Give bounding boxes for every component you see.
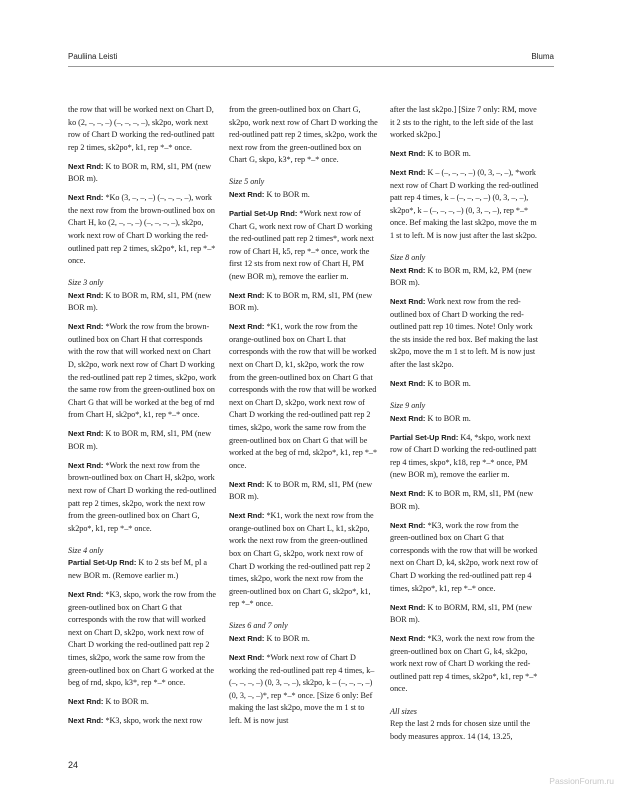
instruction-text: K to BOR m.	[264, 190, 310, 200]
round-label: Next Rnd:	[68, 429, 104, 439]
instruction-text: *Work the row from the brown-outlined box on Chart H that corresponds with the row that will worked next on Chart D, sk2po, work next row of Chart D working the red-outlined patt rep 2 times, sk2po, work the same row from the green-outlined box on Chart G that will be worked at the beg of rnd from Chart H, sk2po*, k1, rep *–* once.	[68, 322, 217, 420]
instruction-text: K to BORM, RM, sl1, PM (new BOR m).	[390, 602, 532, 625]
running-header-author: Pauliina Leisti	[68, 52, 118, 61]
size-heading: Size 8 only	[390, 253, 426, 263]
size-heading: Size 9 only	[390, 401, 426, 411]
instruction-paragraph	[390, 296, 540, 372]
round-label: Next Rnd:	[68, 193, 104, 203]
instruction-text: *Work the next row from the brown-outlined box on Chart H, sk2po, work next row of Chart D working the red-outlined patt rep 2 times, sk2po, work the next row from the green-outlined box on Chart G, sk2po*, k1, rep *–* once.	[68, 460, 217, 533]
instruction-paragraph	[390, 602, 540, 627]
size-heading: Size 5 only	[229, 177, 265, 187]
instruction-text: K to BOR m.	[264, 634, 310, 644]
instruction-paragraph	[229, 633, 379, 646]
round-label: Next Rnd:	[68, 715, 104, 725]
page-number: 24	[68, 760, 79, 770]
instruction-paragraph	[390, 718, 540, 743]
round-label: Next Rnd:	[390, 378, 426, 388]
instruction-text: *K1, work the row from the orange-outlined box on Chart L that corresponds with the row that will be worked next on Chart D, k1, sk2po, work the row from the green-outlined box on Chart G that corresponds with the row that will be worked next on Chart D, sk2po, work next row of Chart D working the red-outlined patt rep 2 times, sk2po, work the same row from the green-outlined box on Chart G that will be worked at the beg of rnd, sk2po*, k1, rep *–* once.	[229, 322, 378, 470]
size-heading: Size 3 only	[68, 278, 104, 288]
instruction-text: K to BOR m.	[103, 697, 149, 707]
round-label: Next Rnd:	[390, 265, 426, 275]
instruction-paragraph	[390, 167, 540, 243]
text-column-3	[390, 104, 540, 743]
instruction-paragraph	[68, 161, 218, 186]
instruction-text: after the last sk2po.] [Size 7 only: RM, move it 2 sts to the right, to the left side of the last worked sk2po.]	[390, 105, 537, 140]
instruction-paragraph	[229, 510, 379, 611]
instruction-text: K to BOR m, RM, sl1, PM (new BOR m).	[229, 479, 373, 502]
instruction-text: *Work next row of Chart G, work next row of Chart D working the red-outlined patt rep 2 times*, work next row of Chart H, k5, rep *–* once, work the first 12 sts from next row of Chart H, PM (new BOR m), remove the earlier m.	[229, 208, 374, 281]
instruction-paragraph	[68, 589, 218, 690]
round-label: Next Rnd:	[68, 697, 104, 707]
round-label: Next Rnd:	[390, 489, 426, 499]
instruction-paragraph	[68, 290, 218, 315]
instruction-paragraph	[229, 208, 379, 284]
instruction-text: *K3, skpo, work the row from the green-outlined box on Chart G that corresponds with the row that will worked next on Chart D, sk2po, work next row of Chart D working the red-outlined patt rep 2 times, sk2po, work the same row from the green-outlined box on Chart G worked at the beg of rnd, skpo, k3*, rep *–* once.	[68, 589, 217, 688]
instruction-paragraph	[390, 265, 540, 290]
round-label: Next Rnd:	[390, 602, 426, 612]
running-header-title: Bluma	[531, 52, 554, 61]
instruction-text: Rep the last 2 rnds for chosen size until the body measures approx. 14 (14, 13.25,	[390, 719, 531, 741]
instruction-text: K to BOR m.	[425, 413, 471, 423]
size-heading: Size 4 only	[68, 545, 104, 555]
instruction-paragraph	[390, 432, 540, 482]
round-label: Next Rnd:	[390, 413, 426, 423]
round-label: Next Rnd:	[229, 652, 265, 662]
round-label: Next Rnd:	[229, 634, 265, 644]
instruction-text: K to 2 sts bef M, pl a new BOR m. (Remove earlier m.)	[68, 558, 207, 581]
round-label: Next Rnd:	[68, 460, 104, 470]
instruction-text: K to BOR m, RM, sl1, PM (new BOR m).	[68, 290, 212, 313]
instruction-paragraph	[229, 189, 379, 202]
instruction-paragraph	[229, 479, 379, 504]
instruction-paragraph	[68, 192, 218, 268]
round-label: Next Rnd:	[390, 149, 426, 159]
size-heading: All sizes	[390, 706, 417, 716]
instruction-paragraph	[390, 633, 540, 696]
round-label: Partial Set-Up Rnd:	[390, 432, 459, 442]
instruction-paragraph	[390, 520, 540, 596]
round-label: Next Rnd:	[390, 520, 426, 530]
round-label: Next Rnd:	[390, 167, 426, 177]
text-column-2	[229, 104, 379, 728]
round-label: Next Rnd:	[229, 290, 265, 300]
watermark: PassionForum.ru	[549, 776, 614, 786]
instruction-paragraph	[68, 696, 218, 709]
header-rule	[68, 66, 554, 67]
round-label: Next Rnd:	[68, 589, 104, 599]
text-column-1	[68, 104, 218, 728]
instruction-text: K – (–, –, –, –) (0, 3, –, –), *work next row of Chart D working the red-outlined patt rep 4 times, k – (–, –, –, –) (0, 3, –, –), sk2po*, k – (–, –, –, –) (0, 3, –, –), rep *–* once. Bef making the last sk2po, move the m 1 st to left. M is now just after the last sk2po.	[390, 167, 539, 240]
instruction-text: *K3, work the next row from the green-outlined box on Chart G, k4, sk2po, work next row of Chart D working the red-outlined patt rep 4 times, sk2po*, k1, rep *–* once.	[390, 634, 538, 694]
instruction-text: K to BOR m.	[425, 149, 471, 159]
round-label: Next Rnd:	[390, 297, 426, 307]
round-label: Next Rnd:	[229, 322, 265, 332]
instruction-text: K to BOR m, RM, k2, PM (new BOR m).	[390, 265, 532, 288]
instruction-text: *Ko (3, –, –, –) (–, –, –, –), work the next row from the brown-outlined box on Chart H, ko (2, –, –, –) (–, –, –, –), sk2po, work next row of Chart D working the red-outlined patt rep 2 times, sk2po*, k1, rep *–* once.	[68, 193, 216, 266]
instruction-text: K4, *skpo, work next row of Chart D working the red-outlined patt rep 4 times, skpo*, k18, rep *–* once, PM (new BOR m), remove the earlier m.	[390, 432, 537, 480]
instruction-text: *K1, work the next row from the orange-outlined box on Chart L, k1, sk2po, work the next row from the green-outlined box on Chart G, sk2po, work next row of Chart D working the red-outlined patt rep 2 times, sk2po, work the next row from the green-outlined box on Chart G, sk2po*, k1, rep *–* once.	[229, 511, 374, 609]
round-label: Partial Set-Up Rnd:	[229, 208, 298, 218]
instruction-text: K to BOR m.	[425, 378, 471, 388]
round-label: Next Rnd:	[390, 634, 426, 644]
round-label: Partial Set-Up Rnd:	[68, 558, 137, 568]
instruction-paragraph	[229, 652, 379, 728]
instruction-paragraph	[390, 488, 540, 513]
round-label: Next Rnd:	[229, 190, 265, 200]
instruction-paragraph	[68, 428, 218, 453]
instruction-paragraph	[229, 104, 379, 167]
instruction-paragraph	[68, 104, 218, 154]
instruction-text: K to BOR m, RM, sl1, PM (new BOR m).	[229, 290, 373, 313]
round-label: Next Rnd:	[68, 322, 104, 332]
round-label: Next Rnd:	[229, 511, 265, 521]
round-label: Next Rnd:	[229, 479, 265, 489]
instruction-paragraph	[229, 321, 379, 472]
instruction-text: Work next row from the red-outlined box of Chart D working the red-outlined patt rep 10 times. Note! Only work the sts inside the red box. Bef making the last sk2po, move the m 1 st to left. M is now just after the last sk2po.	[390, 297, 539, 370]
instruction-text: K to BOR m, RM, sl1, PM (new BOR m).	[390, 489, 534, 511]
round-label: Next Rnd:	[68, 290, 104, 300]
instruction-paragraph	[390, 148, 540, 161]
instruction-paragraph	[390, 413, 540, 426]
instruction-text: K to BOR m, RM, sl1, PM (new BOR m).	[68, 161, 212, 184]
instruction-text: *K3, skpo, work the next row	[103, 715, 203, 725]
instruction-paragraph	[68, 557, 218, 582]
round-label: Next Rnd:	[68, 161, 104, 171]
instruction-paragraph	[390, 104, 540, 142]
instruction-text: the row that will be worked next on Chart D, ko (2, –, –, –) (–, –, –, –), sk2po, work next row of Chart D working the red-outlined patt rep 2 times, sk2po*, k1, rep *–* once.	[68, 105, 215, 152]
instruction-paragraph	[68, 460, 218, 536]
instruction-text: *Work next row of Chart D working the red-outlined patt rep 4 times, k– (–, –, –, –) (0, 3, –, –), sk2po, k – (–, –, –, –) (0, 3, –, –)*, rep *–* once. [Size 6 only: Bef making the last sk2po, move the m 1 st to left. M is now just	[229, 652, 375, 725]
instruction-text: from the green-outlined box on Chart G, sk2po, work next row of Chart D working the red-outlined patt rep 2 times, sk2po, work the next row from the green-outlined box on Chart G, skpo, k3*, rep *–* once.	[229, 105, 378, 165]
instruction-paragraph	[68, 321, 218, 422]
instruction-paragraph	[68, 715, 218, 728]
size-heading: Sizes 6 and 7 only	[229, 621, 288, 631]
instruction-paragraph	[390, 378, 540, 391]
instruction-text: *K3, work the row from the green-outlined box on Chart G that corresponds with the row that will be worked next on Chart D, k4, sk2po, work next row of Chart D working the red-outlined patt rep 4 times, sk2po*, k1, rep *–* once.	[390, 520, 539, 593]
instruction-text: K to BOR m, RM, sl1, PM (new BOR m).	[68, 429, 212, 451]
instruction-paragraph	[229, 290, 379, 315]
